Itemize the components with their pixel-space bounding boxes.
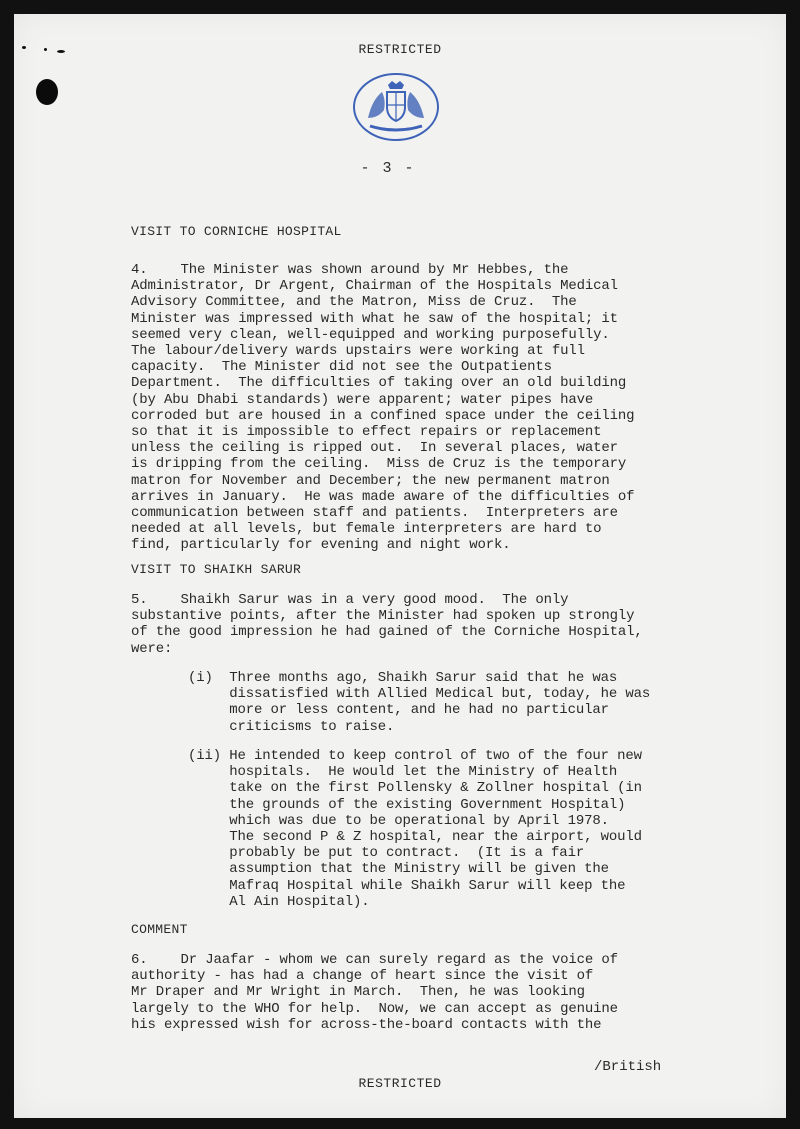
classification-footer: RESTRICTED — [358, 1076, 442, 1091]
punch-hole — [36, 79, 58, 105]
point-i: (i) Three months ago, Shaikh Sarur said that he was dissatisfied with Allied Medical but, today, he was more or less content, and he had no particular criticisms to raise. — [188, 670, 651, 735]
paragraph-4: 4. The Minister was shown around by Mr Hebbes, the Administrator, Dr Argent, Chairman of the Hospitals Medical Advisory Committee, and the Matron, Miss de Cruz. The Minister was impressed with what he saw of the hospital; it seemed very clean, well-equipped and working purposefully. The labour/delivery wards upstairs were working at full capacity. The Minister did not see the Outpatients Department. The difficulties of taking over an old building (by Abu Dhabi standards) were apparent; water pipes have corroded but are housed in a confined space under the ceiling so that it is impossible to effect repairs or replacement unless the ceiling is ripped out. In several places, water is dripping from the ceiling. Miss de Cruz is the temporary matron for November and December; the new permanent matron arrives in January. He was made aware of the difficulties of communication between staff and patients. Interpreters are needed at all levels, but female interpreters are hard to find, particularly for evening and night work. — [131, 262, 635, 554]
page-number: - 3 - — [360, 160, 416, 177]
section-heading-corniche: VISIT TO CORNICHE HOSPITAL — [131, 224, 342, 239]
paragraph-6: 6. Dr Jaafar - whom we can surely regard as the voice of authority - has had a change of heart since the visit of Mr Draper and Mr Wright in March. Then, he was looking largely to the WHO for help. Now, we can accept as genuine his expressed wish for across-the-board contacts with the — [131, 952, 618, 1033]
royal-crest-icon — [352, 72, 440, 142]
point-ii: (ii) He intended to keep control of two of the four new hospitals. He would let the Ministry of Health take on the first Pollensky & Zollner hospital (in the grounds of the existing Government Hospital) which was due to be operational by April 1978. The second P & Z hospital, near the airport, would probably be put to contract. (It is a fair assumption that the Ministry will be given the Mafraq Hospital while Shaikh Sarur will keep the Al Ain Hospital). — [188, 748, 642, 910]
catchword: /British — [594, 1059, 662, 1075]
paragraph-5: 5. Shaikh Sarur was in a very good mood. The only substantive points, after the Minister had spoken up strongly of the good impression he had gained of the Corniche Hospital, were: — [131, 592, 643, 657]
section-heading-sarur: VISIT TO SHAIKH SARUR — [131, 562, 302, 577]
section-heading-comment: COMMENT — [131, 922, 188, 937]
classification-header: RESTRICTED — [358, 42, 442, 57]
